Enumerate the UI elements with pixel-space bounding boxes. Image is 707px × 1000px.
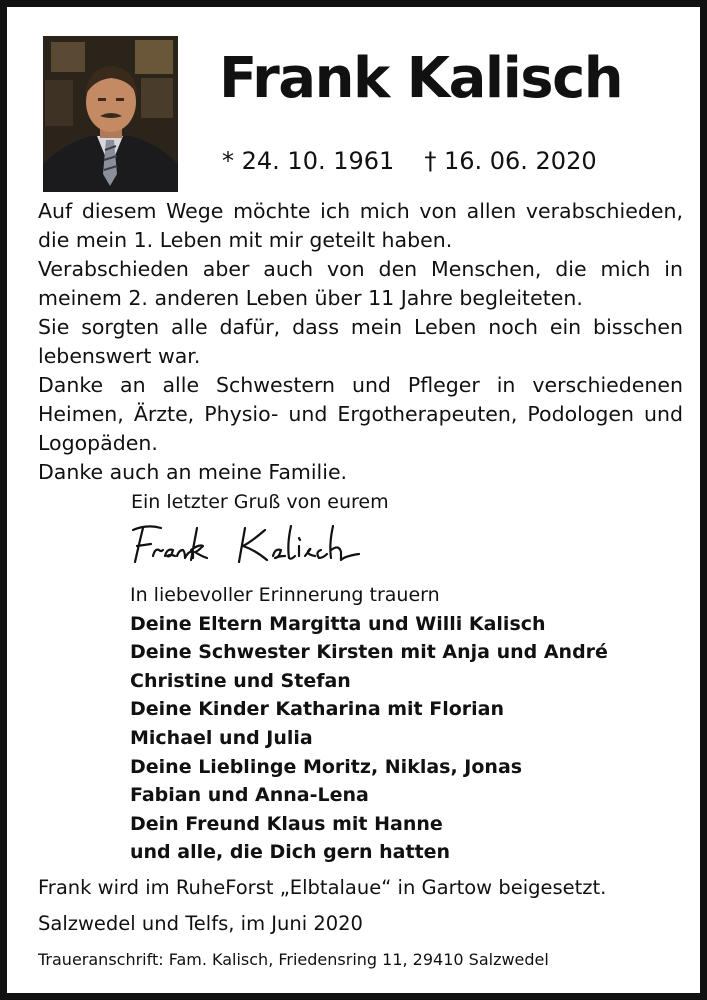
burial-notice: Frank wird im RuheForst „Elbtalaue“ in Gartow beigesetzt. — [38, 876, 607, 899]
deceased-name: Frank Kalisch — [219, 46, 623, 111]
farewell-paragraph: Danke an alle Schwestern und Pfleger in verschiedenen Heimen, Ärzte, Physio- und Ergotherapeuten, Podologen und Logopäden. — [38, 373, 683, 455]
mourner-line: und alle, die Dich gern hatten — [130, 841, 451, 864]
handwritten-signature — [127, 516, 387, 572]
mourner-line: Michael und Julia — [130, 726, 313, 749]
mourner-line: Christine und Stefan — [130, 669, 351, 692]
mourners-intro: In liebevoller Erinnerung trauern — [130, 584, 440, 606]
farewell-paragraph: Auf diesem Wege möchte ich mich von allen verabschieden, die mein 1. Leben mit mir geteilt haben. — [38, 199, 683, 252]
mourner-line: Deine Eltern Margitta und Willi Kalisch — [130, 612, 546, 635]
life-dates — [222, 147, 597, 175]
mourning-address: Traueranschrift: Fam. Kalisch, Friedensring 11, 29410 Salzwedel — [38, 950, 549, 969]
mourner-line: Deine Lieblinge Moritz, Niklas, Jonas — [130, 755, 523, 778]
farewell-paragraph: Verabschieden aber auch von den Menschen, die mich in meinem 2. anderen Leben über 11 Jahre begleiteten. — [38, 257, 683, 310]
death-date: † 16. 06. 2020 — [424, 147, 597, 175]
birth-date: * 24. 10. 1961 — [222, 147, 395, 175]
mourners-list — [130, 581, 608, 867]
farewell-paragraph: Sie sorgten alle dafür, dass mein Leben noch ein bisschen lebenswert war. — [38, 315, 683, 368]
portrait-image — [43, 36, 178, 192]
mourner-line: Fabian und Anna-Lena — [130, 784, 369, 807]
farewell-paragraph: Danke auch an meine Familie. — [38, 460, 348, 484]
mourner-line: Dein Freund Klaus mit Hanne — [130, 812, 443, 835]
mourner-line: Deine Kinder Katharina mit Florian — [130, 698, 505, 721]
place-and-date: Salzwedel und Telfs, im Juni 2020 — [38, 912, 363, 935]
portrait-photo — [43, 36, 178, 192]
farewell-text — [38, 197, 683, 487]
last-greeting: Ein letzter Gruß von eurem — [131, 491, 389, 513]
mourner-line: Deine Schwester Kirsten mit Anja und André — [130, 641, 608, 664]
